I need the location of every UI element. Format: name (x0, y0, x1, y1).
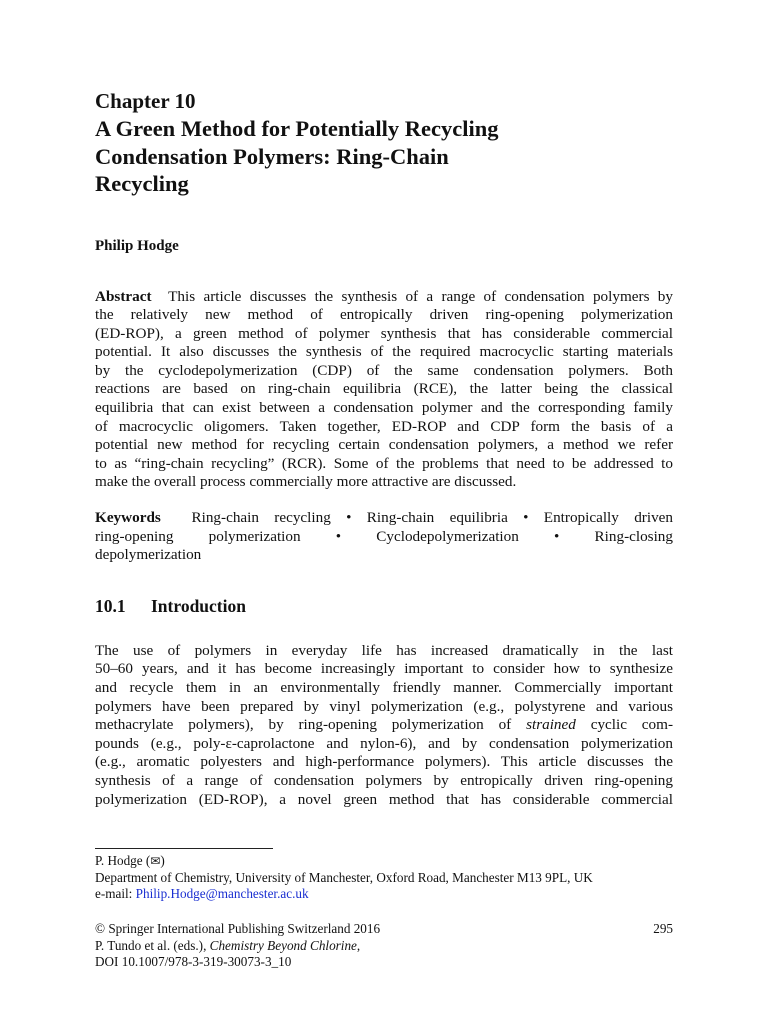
intro-text: methacrylate polymers), by ring-opening polymerization of (95, 716, 527, 734)
chapter-title-line: Condensation Polymers: Ring-Chain (95, 143, 449, 169)
keywords-line: depolymerization (95, 546, 202, 564)
abstract-line: reactions are based on ring-chain equilibria (RCE), the latter being the classical (95, 380, 673, 398)
intro-line: pounds (e.g., poly-ε-caprolactone and nylon-6), and by condensation polymerization (95, 734, 673, 752)
footnote-divider (95, 848, 273, 849)
abstract-line: the relatively new method of entropically driven ring-opening polymerization (95, 306, 673, 324)
email-label: e-mail: (95, 886, 136, 901)
abstract-line: potential. It also discusses the synthesis of the required macrocyclic starting materials (95, 343, 673, 361)
abstract-line: (ED-ROP), a green method of polymer synthesis that has considerable commercial (95, 324, 673, 342)
abstract (95, 288, 673, 493)
abstract-line: of macrocyclic oligomers. Taken together, ED-ROP and CDP form the basis of a (95, 417, 673, 435)
chapter-title-line: A Green Method for Potentially Recycling (95, 116, 499, 141)
introduction-paragraph (95, 642, 673, 809)
abstract-line: equilibria that can exist between a condensation polymer and the corresponding family (95, 399, 673, 417)
footnote-author: P. Hodge (✉) (95, 853, 165, 868)
chapter-title-line: Recycling (95, 171, 189, 196)
email-link[interactable]: Philip.Hodge@manchester.ac.uk (135, 886, 309, 901)
copyright-line: © Springer International Publishing Switzerland 2016 (95, 921, 381, 936)
footnote-affiliation: Department of Chemistry, University of Manchester, Oxford Road, Manchester M13 9PL, UK (95, 869, 593, 885)
abstract-line: make the overall process commercially more attractive are discussed. (95, 473, 517, 491)
keywords-line (95, 509, 673, 528)
section-heading (95, 595, 673, 617)
envelope-icon: ✉ (150, 854, 161, 868)
citation-line: P. Tundo et al. (eds.), Chemistry Beyond Chlorine, (95, 937, 361, 953)
intro-line: 50–60 years, and it has become increasingly important to consider how to synthesize (95, 660, 673, 678)
intro-line: and recycle them in an environmentally friendly manner. Commercially important (95, 679, 673, 696)
intro-emphasis: strained (526, 716, 576, 734)
intro-line: synthesis of a range of condensation polymers by entropically driven ring-opening (95, 771, 673, 789)
intro-line: (e.g., aromatic polyesters and high-performance polymers). This article discusses the (95, 753, 673, 771)
page-content (95, 88, 673, 809)
page-number: 295 (653, 921, 673, 936)
keywords-line: ring-opening polymerization • Cyclodepolymerization • Ring-closing (95, 527, 673, 545)
intro-line: polymerization (ED-ROP), a novel green method that has considerable commercial (95, 790, 673, 808)
chapter-label: Chapter 10 (95, 89, 196, 113)
publication-info (95, 921, 673, 971)
doi-line: DOI 10.1007/978-3-319-30073-3_10 (95, 954, 292, 969)
abstract-line: by the cyclodepolymerization (CDP) of the same condensation polymers. Both (95, 361, 673, 379)
intro-line: polymers have been prepared by vinyl polymerization (e.g., polystyrene and various (95, 697, 673, 715)
footnote-email-line (95, 886, 673, 903)
keywords (95, 509, 673, 565)
keywords-text: Ring-chain recycling • Ring-chain equilibria • Entropically driven (191, 509, 674, 527)
abstract-label: Abstract (95, 287, 152, 305)
section-number: 10.1 (95, 595, 126, 616)
abstract-line: to as “ring-chain recycling” (RCR). Some of the problems that need to be addressed to (95, 454, 673, 472)
abstract-line: potential new method for recycling certain condensation polymers, a method we refer (95, 436, 673, 454)
intro-line: The use of polymers in everyday life has increased dramatically in the last (95, 641, 673, 659)
section-title: Introduction (151, 595, 246, 616)
abstract-line (95, 288, 673, 307)
abstract-text: This article discusses the synthesis of a range of condensation polymers by (168, 287, 673, 305)
chapter-title (95, 115, 673, 198)
keywords-label: Keywords (95, 509, 161, 527)
author-name: Philip Hodge (95, 237, 179, 254)
intro-text: cyclic com- (575, 716, 673, 734)
book-title: Chemistry Beyond Chlorine (209, 937, 357, 953)
footnotes (95, 853, 673, 903)
intro-line (95, 716, 673, 735)
